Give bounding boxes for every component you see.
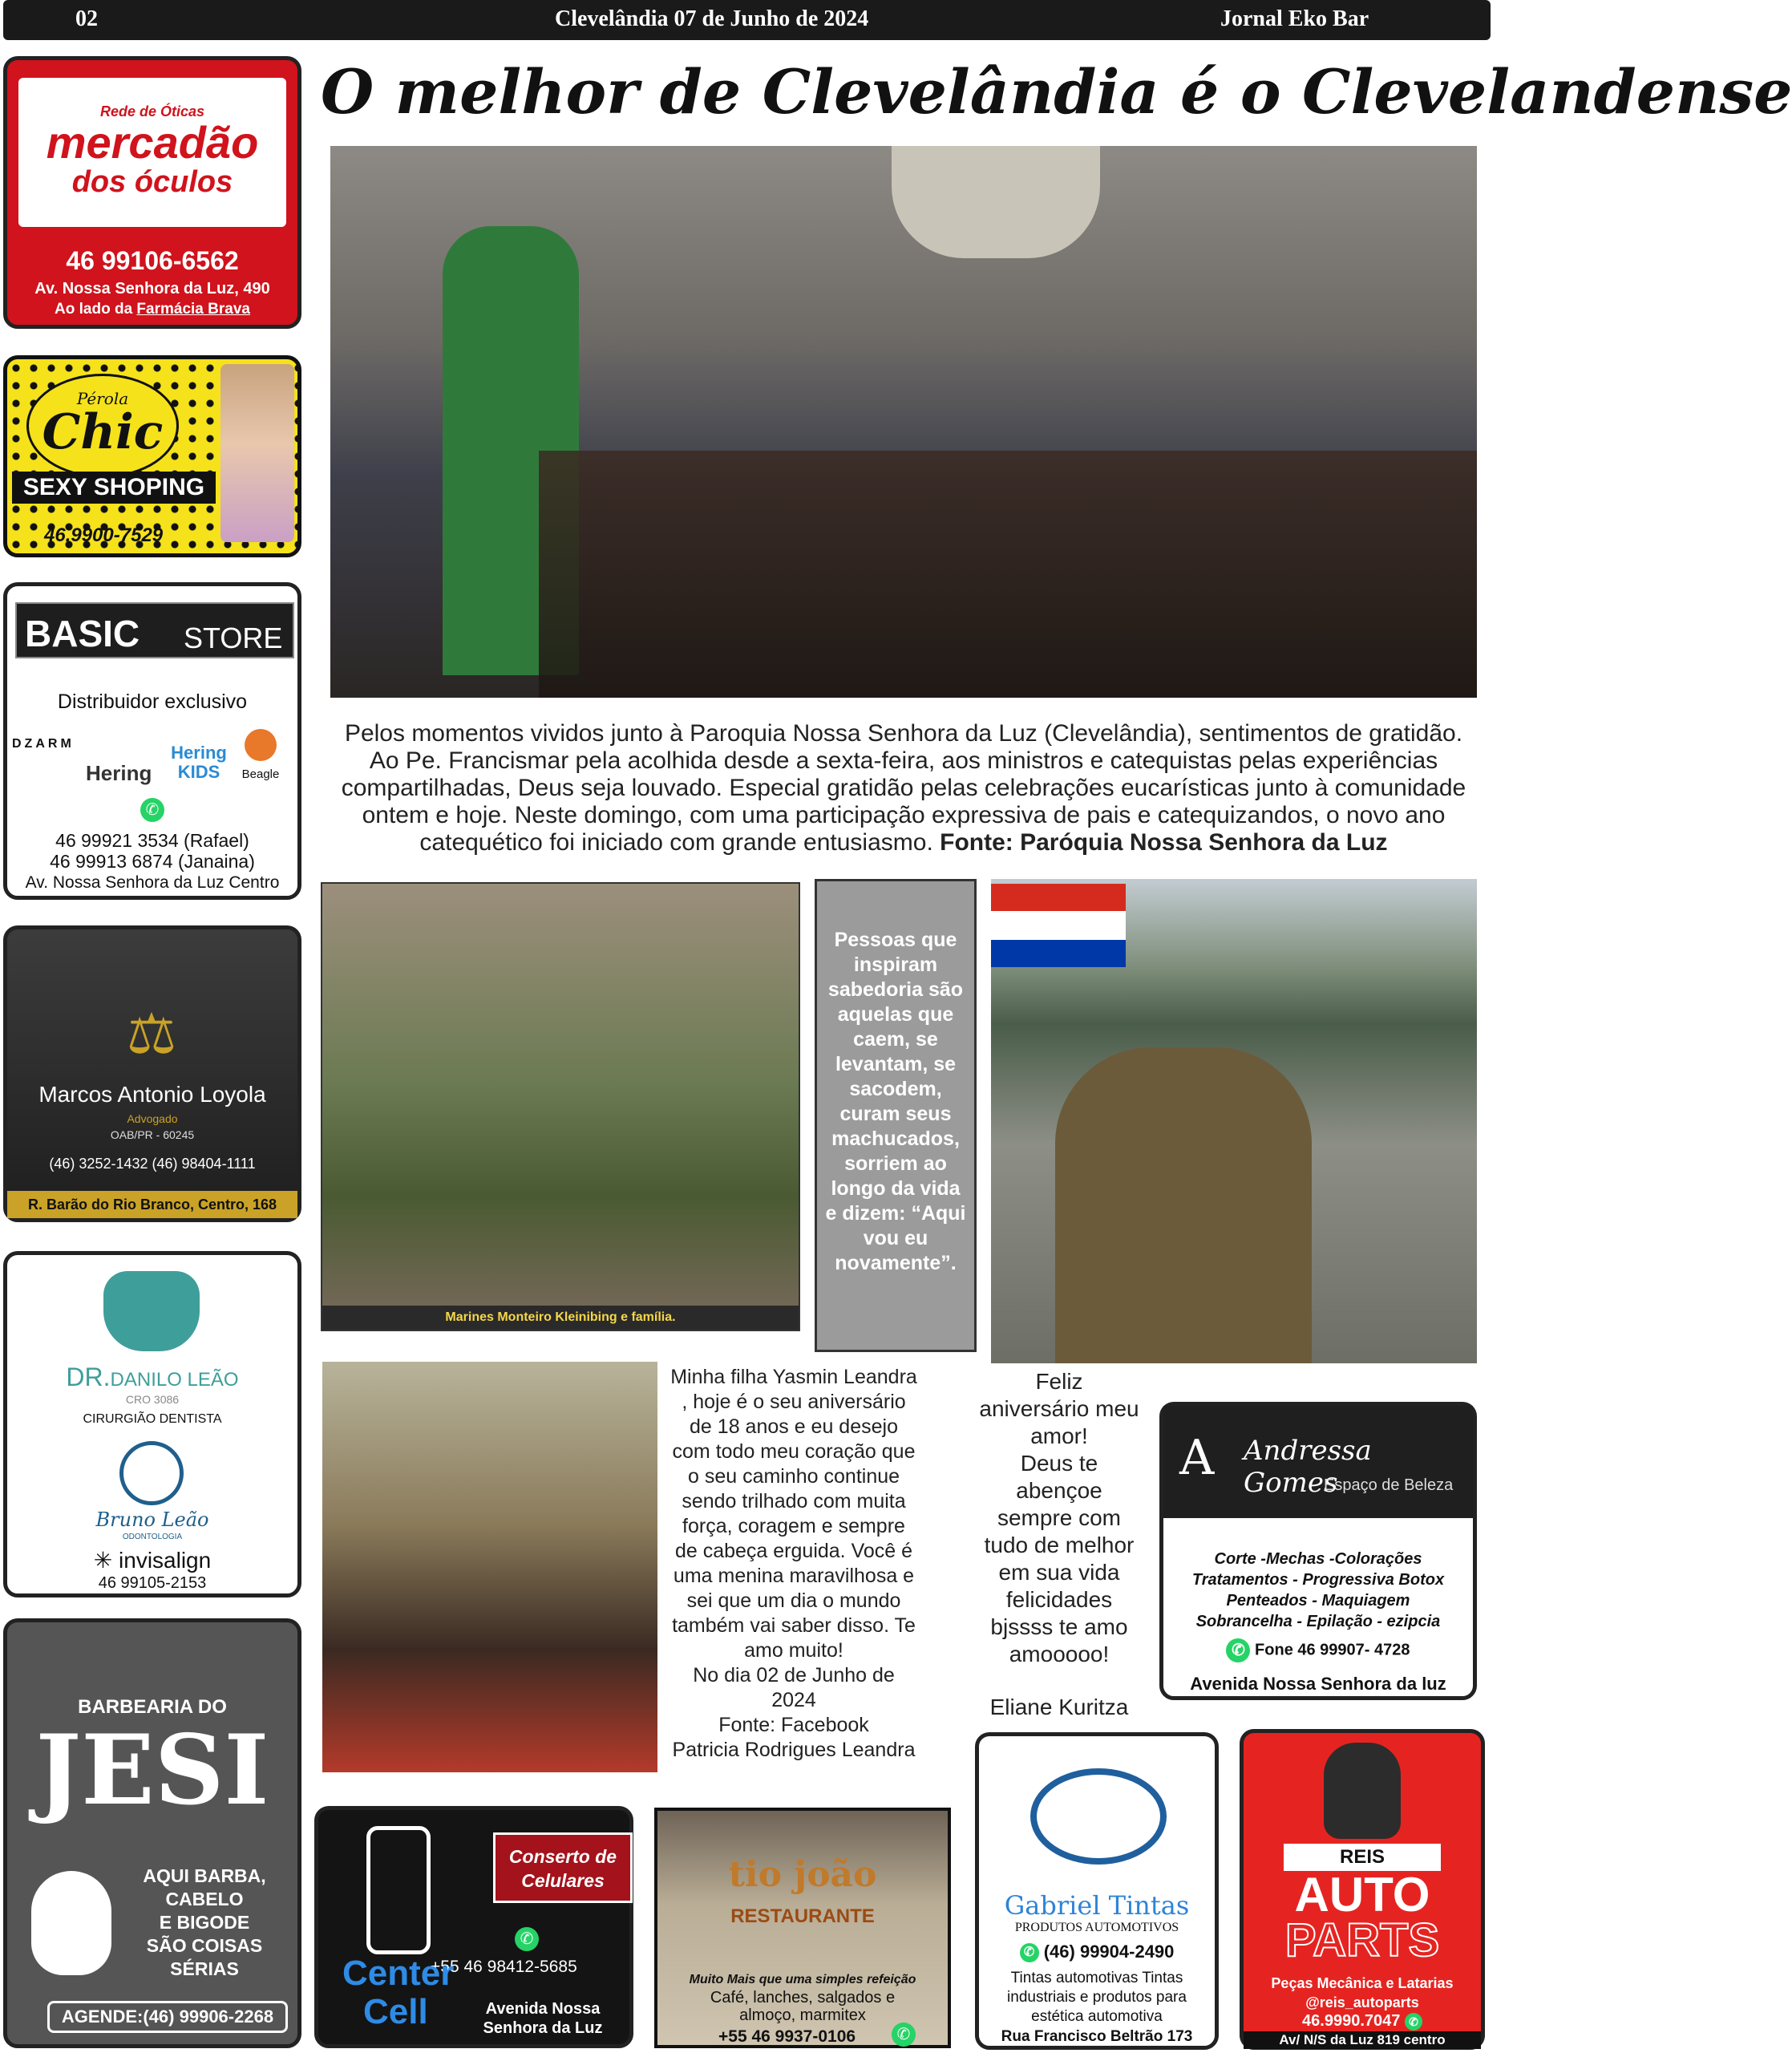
andressa-phone [1163,1638,1473,1662]
dentist-name-prefix: DR. [66,1363,111,1391]
main-photo-church-catechism [330,146,1477,698]
basic-logo [15,602,294,658]
slogan-line: SÃO COISAS [146,1935,263,1956]
text-line: amor! [1030,1423,1088,1448]
tio-joao-type: RESTAURANTE [730,1905,875,1927]
address-line: Avenida Nossa [485,2000,601,2018]
ad-reis-auto-parts[interactable] [1240,1729,1485,2050]
desc-line: almoço, marmitex [739,2006,866,2024]
newspaper-name: Jornal Eko Bar [1220,6,1369,31]
whatsapp-icon: ✆ [1020,1943,1039,1962]
tio-joao-brand: tio joão [728,1854,877,1895]
tio-joao-description [657,1989,948,2024]
inspirational-quote: Pessoas que inspiram sabedoria são aquelas que caem, se levantam, se sacodem, curam seus machucados, sorriem ao longo da vida e dizem: “Aqui vou eu novamente”. [815,879,977,1352]
gabriel-phone [979,1942,1215,1962]
reis-description: Peças Mecânica e Latarias [1271,1975,1454,1991]
ad-tio-joao[interactable] [654,1808,951,2048]
oculos-logo [18,78,286,227]
service-line: Corte -Mechas -Colorações [1214,1550,1422,1568]
barber-face-icon [31,1871,111,1975]
gabriel-brand: Gabriel Tintas [1004,1890,1190,1921]
text-line: com todo meu coração que [672,1440,916,1463]
text-line: Patricia Rodrigues Leandra [672,1739,916,1761]
desc-line: estética automotiva [1031,2008,1163,2025]
oculos-near-link: Farmácia Brava [136,301,250,318]
tio-joao-slogan: Muito Mais que uma simples refeição [689,1973,916,1986]
text-line: abençoe [1016,1478,1102,1503]
lawyer-name: Marcos Antonio Loyola [38,1082,266,1107]
basic-phone-janaina: 46 99913 6874 (Janaina) [50,851,255,872]
lion-emblem-icon [119,1441,184,1505]
text-line: força, coragem e sempre [682,1515,905,1537]
tio-joao-phone: +55 46 9937-0106 [718,2027,856,2046]
text-line: sempre com [997,1505,1122,1530]
dentist-title: CIRURGIÃO DENTISTA [83,1412,222,1426]
page-header [3,0,1491,40]
reis-phone [1244,2012,1481,2031]
perola-brand-small: Pérola [76,389,129,408]
andressa-address: Avenida Nossa Senhora da luz [1190,1674,1446,1694]
text-line: amooooo! [1009,1642,1110,1666]
text-line: sendo trilhado com muita [682,1490,906,1512]
text-line: Minha filha Yasmin Leandra [670,1366,917,1388]
perola-phone: 46.9900-7529 [44,524,164,546]
beagle-icon [245,729,277,761]
boat-portrait-photo [991,879,1477,1363]
barber-brand: JESI [35,1714,269,1827]
text-line: sei que um dia o mundo [686,1589,901,1612]
family-photo [321,882,800,1331]
main-caption [330,720,1477,856]
slogan-line: CABELO [165,1889,244,1909]
basic-subtitle: Distribuidor exclusivo [57,690,248,713]
reis-handle: @reis_autoparts [1305,1994,1419,2010]
text-line: de 18 anos e eu desejo [690,1415,898,1438]
reis-auto: AUTO [1294,1868,1430,1921]
main-caption-source: Fonte: Paróquia Nossa Senhora da Luz [940,829,1388,856]
lawyer-phones: (46) 3252-1432 (46) 98404-1111 [49,1156,256,1172]
text-line: também vai saber disso. Te [672,1614,916,1637]
center-cell-brand-1: Center [342,1954,455,1993]
invisalign-logo: ✳ invisalign [93,1548,212,1573]
service-line: Penteados - Maquiagem [1226,1592,1410,1610]
badge-line: Celulares [521,1870,605,1891]
ad-dentist-danilo-leao[interactable] [3,1251,301,1597]
logo-beagle: Beagle [241,767,280,781]
reis-address: Av/ N/S da Luz 819 centro [1244,2031,1481,2049]
whatsapp-icon: ✆ [511,1927,543,1951]
text-line: tudo de melhor [984,1533,1135,1557]
center-cell-phone: +55 46 98412-5685 [431,1958,577,1976]
text-line: , hoje é o seu aniversário [682,1391,906,1413]
dentist-name-main: DANILO LEÃO [110,1369,239,1391]
ad-lawyer-loyola[interactable] [3,925,301,1222]
lawyer-role: Advogado [127,1112,178,1125]
perola-tagline: SEXY SHOPING [12,472,216,504]
slogan-line: E BIGODE [159,1912,250,1933]
oculos-brand-top: Rede de Óticas [99,103,205,119]
address-line: Senhora da Luz [483,2019,603,2037]
text-line: de cabeça erguida. Você é [674,1540,913,1562]
clinic-sub: ODONTOLOGIA [122,1533,183,1541]
ad-andressa-gomes[interactable] [1159,1402,1477,1700]
basic-brand-light: STORE [184,622,283,654]
man-figure [1055,1047,1312,1363]
whatsapp-icon: ✆ [1405,2013,1422,2031]
basic-brand-bold: BASIC [25,613,140,654]
text-line: aniversário meu [979,1396,1139,1421]
perola-logo [26,374,179,478]
andressa-services [1163,1549,1473,1632]
service-line: Tratamentos - Progressiva Botox [1191,1571,1445,1589]
scales-icon: ⚖ [126,1002,177,1065]
andressa-sub: Espaço de Beleza [1324,1476,1454,1494]
text-line: Feliz [1035,1369,1083,1394]
king-mechanic-icon [1324,1743,1401,1839]
text-line: felicidades [1005,1587,1113,1612]
andressa-phone-text: Fone 46 99907- 4728 [1255,1641,1410,1659]
desc-line: Tintas automotivas Tintas [1010,1970,1183,1986]
clinic-name: Bruno Leão [95,1508,209,1531]
gabriel-phone-text: (46) 99904-2490 [1043,1942,1175,1962]
whatsapp-icon: ✆ [892,2023,916,2047]
oculos-phone: 46 99106-6562 [66,246,239,275]
text-line: 2024 [771,1689,816,1711]
text-line: o seu caminho continue [687,1465,900,1488]
repair-badge [493,1832,633,1903]
perola-product-images [220,364,294,542]
tooth-lion-icon [103,1271,200,1351]
desc-line: industriais e produtos para [1007,1989,1187,2006]
invisalign-text: invisalign [119,1548,212,1573]
dentist-phone: 46 99105-2153 [98,1574,207,1592]
oculos-brand-main: mercadão [46,117,259,168]
center-cell-address [459,1999,626,2038]
reis-phone-text: 46.9990.7047 [1302,2012,1401,2030]
text-line: amo muito! [744,1639,843,1662]
slogan-line: AQUI BARBA, [143,1865,266,1886]
whatsapp-icon: ✆ [1226,1638,1250,1662]
text-line: No dia 02 de Junho de [693,1664,895,1687]
oculos-near-prefix: Ao lado da [55,301,137,318]
car-paint-icon [1030,1768,1167,1865]
ad-barbearia-jesi[interactable] [3,1618,301,2048]
yasmin-birthday-text [665,1365,922,1774]
altar-arch [892,146,1100,258]
barber-schedule: AGENDE:(46) 99906-2268 [47,2001,288,2033]
text-line: Deus te [1020,1451,1098,1476]
andressa-logo-banner [1163,1406,1473,1518]
oculos-address: Av. Nossa Senhora da Luz, 490 [34,280,270,298]
lawyer-oab: OAB/PR - 60245 [110,1128,195,1141]
lawyer-address: R. Barão do Rio Branco, Centro, 168 [7,1191,297,1218]
perola-brand: Chic [42,404,164,460]
logo-hering-kids: Hering KIDS [171,743,227,782]
family-photo-caption: Marines Monteiro Kleinibing e família. [322,1306,799,1330]
andressa-brand: Andressa Gomes [1244,1435,1372,1499]
text-line: em sua vida [998,1560,1120,1585]
logo-hering: Hering [86,761,152,785]
andressa-monogram-icon: A [1179,1430,1215,1486]
desc-line: Café, lanches, salgados e [710,1989,896,2006]
barber-brand-small: BARBEARIA DO [78,1696,227,1718]
paraguay-flag [991,884,1126,967]
ad-basic-store[interactable] [3,582,301,900]
phone-gear-icon [366,1826,431,1954]
dentist-cro: CRO 3086 [125,1393,180,1406]
headline: O melhor de Clevelândia é o Clevelandense [321,56,1792,128]
oculos-near [7,301,297,318]
slogan-line: SÉRIAS [170,1958,239,1979]
basic-phone-rafael: 46 99921 3534 (Rafael) [55,830,249,851]
ad-mercadao-oculos[interactable] [3,56,301,329]
gabriel-address: Rua Francisco Beltrão 173 [1001,2028,1193,2045]
basic-address: Av. Nossa Senhora da Luz Centro [25,873,280,892]
barber-slogan [111,1865,297,1981]
text-line: uma menina maravilhosa e [673,1565,915,1587]
whatsapp-icon: ✆ [7,798,297,822]
badge-line: Conserto de [508,1846,617,1867]
edition-date: Clevelândia 07 de Junho de 2024 [555,6,869,31]
text-line: bjssss te amo [990,1614,1128,1639]
dentist-name [7,1363,297,1392]
reis-parts: PARTS [1284,1914,1440,1966]
service-line: Sobrancelha - Epilação - ezipcia [1195,1613,1441,1630]
church-pews [539,451,1477,698]
main-caption-text: Pelos momentos vividos junto à Paroquia Nossa Senhora da Luz (Clevelândia), sentimentos de gratidão. Ao Pe. Francismar pela acolhida desde a sexta-feira, aos ministros e catequistas pelas experiências compartilhadas, Deus seja louvado. Especial gratidão pelas celebrações eucarísticas junto à comunidade ontem e hoje. Neste domingo, com uma participação expressiva de pais e catequizandos, o novo ano catequético foi iniciado com grande entusiasmo. [341,720,1466,856]
ad-gabriel-tintas[interactable] [975,1732,1219,2050]
yasmin-birthday-photo [322,1362,657,1772]
center-cell-brand-2: Cell [363,1992,428,2031]
logo-dzarm: DZARM [12,737,75,751]
reis-banner: REIS [1284,1844,1441,1871]
gabriel-sub: PRODUTOS AUTOMOTIVOS [1014,1921,1179,1934]
birthday-message [959,1368,1159,1705]
ad-perola-chic[interactable] [3,355,301,557]
ad-center-cell[interactable] [314,1806,633,2048]
page-number: 02 [75,6,98,31]
birthday-signature: Eliane Kuritza [989,1695,1129,1719]
oculos-brand-sub: dos óculos [71,165,233,199]
text-line: Fonte: Facebook [718,1714,869,1736]
gabriel-description [979,1969,1215,2027]
